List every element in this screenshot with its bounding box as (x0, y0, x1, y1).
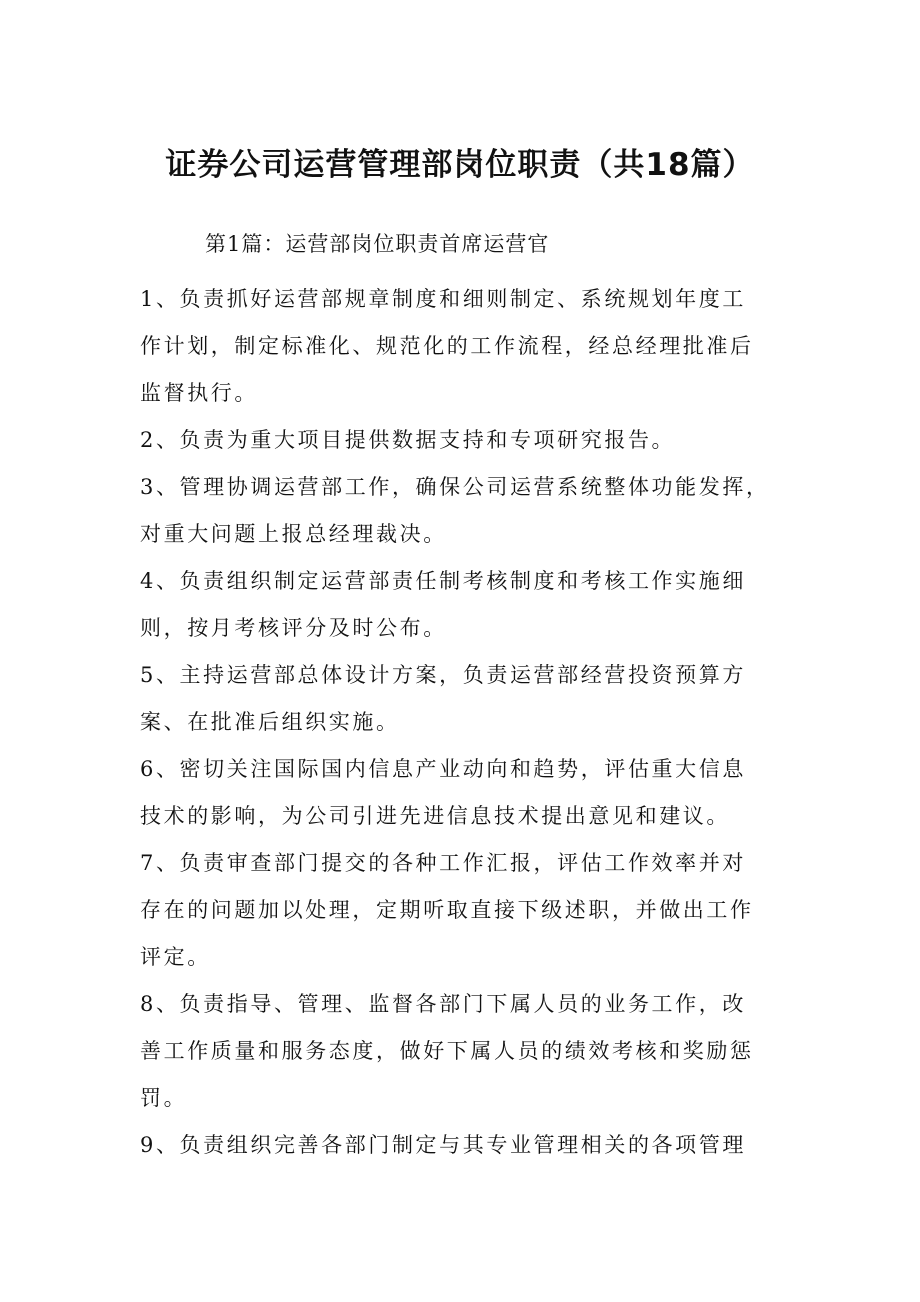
text-line: 6、密切关注国际国内信息产业动向和趋势，评估重大信息 (140, 757, 746, 781)
text-line: 2、负责为重大项目提供数据支持和专项研究报告。 (140, 428, 676, 452)
text-line: 评定。 (140, 945, 211, 969)
text-line: 9、负责组织完善各部门制定与其专业管理相关的各项管理 (140, 1133, 746, 1157)
text-line: 1、负责抓好运营部规章制度和细则制定、系统规划年度工 (140, 287, 746, 311)
document-title: 证券公司运营管理部岗位职责（共18篇） (165, 147, 755, 183)
text-line: 善工作质量和服务态度，做好下属人员的绩效考核和奖励惩 (140, 1039, 754, 1063)
text-line: 技术的影响，为公司引进先进信息技术提出意见和建议。 (140, 804, 730, 828)
text-line: 对重大问题上报总经理裁决。 (140, 522, 447, 546)
text-line: 存在的问题加以处理，定期听取直接下级述职，并做出工作 (140, 898, 754, 922)
text-line: 则，按月考核评分及时公布。 (140, 616, 447, 640)
text-line: 8、负责指导、管理、监督各部门下属人员的业务工作，改 (140, 992, 746, 1016)
text-line: 案、在批准后组织实施。 (140, 710, 400, 734)
text-line: 5、主持运营部总体设计方案，负责运营部经营投资预算方 (140, 663, 746, 687)
section-heading: 第1篇：运营部岗位职责首席运营官 (205, 232, 550, 256)
text-line: 监督执行。 (140, 381, 258, 405)
document-body (140, 276, 788, 1169)
text-line: 作计划，制定标准化、规范化的工作流程，经总经理批准后 (140, 334, 754, 358)
text-line: 7、负责审查部门提交的各种工作汇报，评估工作效率并对 (140, 851, 746, 875)
text-line: 4、负责组织制定运营部责任制考核制度和考核工作实施细 (140, 569, 746, 593)
text-line: 罚。 (140, 1086, 188, 1110)
text-line: 3、管理协调运营部工作，确保公司运营系统整体功能发挥， (140, 475, 770, 499)
